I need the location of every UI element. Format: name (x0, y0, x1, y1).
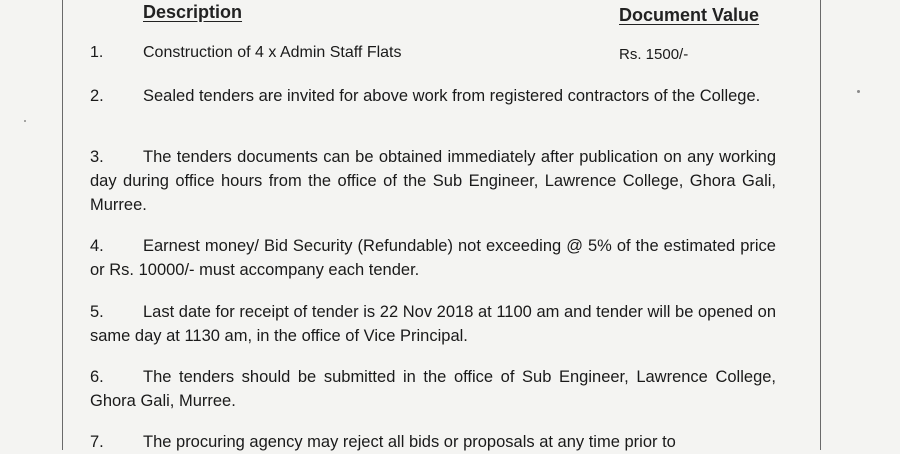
tender-clause (90, 300, 776, 348)
document-right-border (820, 0, 821, 450)
tender-clause (90, 234, 776, 282)
clause-number: 4. (90, 237, 104, 255)
clause-text: Earnest money/ Bid Security (Refundable) not exceeding @ 5% of the estimated price or Rs. 10000/- must accompany each tender. (90, 237, 776, 279)
document-value-amount: Rs. 1500/- (619, 46, 689, 63)
document-value-column-header: Document Value (619, 5, 760, 25)
tender-clause (90, 84, 776, 108)
clause-text: Sealed tenders are invited for above work from registered contractors of the College. (143, 87, 761, 105)
clause-number: 6. (90, 368, 104, 386)
scan-speck (24, 120, 26, 122)
item-number: 1. (90, 44, 104, 61)
clause-number: 5. (90, 303, 104, 321)
document-left-border (62, 0, 63, 450)
description-column-header: Description (143, 2, 243, 22)
clause-text: Last date for receipt of tender is 22 Nov 2018 at 1100 am and tender will be opened on same day at 1130 am, in the office of Vice Principal. (90, 303, 776, 345)
clause-number: 2. (90, 87, 104, 105)
clause-text: The tenders documents can be obtained immediately after publication on any working day during office hours from the office of the Sub Engineer, Lawrence College, Ghora Gali, Murree. (90, 148, 776, 214)
clause-text: The procuring agency may reject all bids or proposals at any time prior to (143, 433, 676, 451)
clause-number: 3. (90, 148, 104, 166)
scan-speck (857, 90, 860, 93)
clause-text: The tenders should be submitted in the office of Sub Engineer, Lawrence College, Ghora Gali, Murree. (90, 368, 776, 410)
tender-clause (90, 430, 776, 454)
tender-clause (90, 365, 776, 413)
tender-clause (90, 145, 776, 217)
work-description: Construction of 4 x Admin Staff Flats (143, 44, 402, 61)
clause-number: 7. (90, 433, 104, 451)
